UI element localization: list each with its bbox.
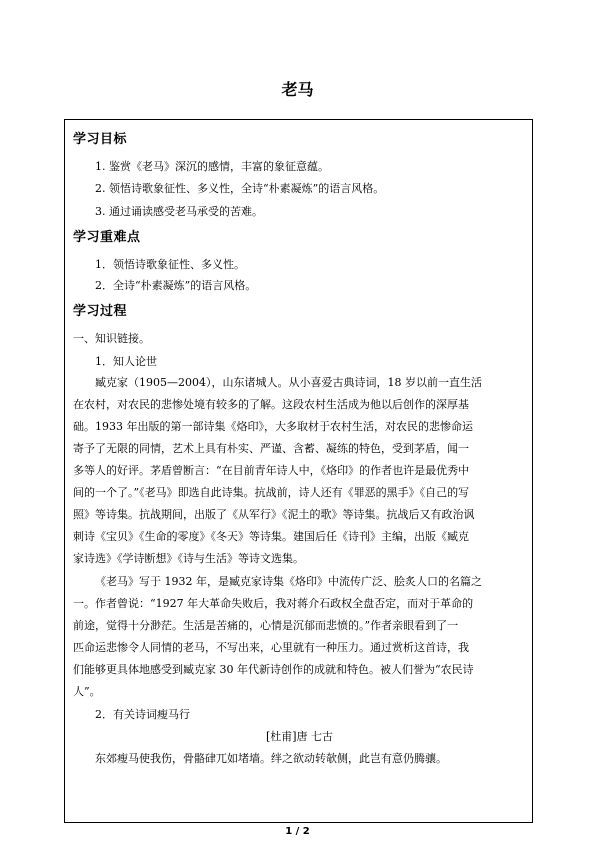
body-line: 础。1933 年出版的第一部诗集《烙印》，大多取材于农村生活，对农民的悲惨命运 — [73, 420, 473, 433]
process-line-2: 1．知人论世 — [95, 355, 157, 368]
body-line: 《老马》写于 1932 年，是臧克家诗集《烙印》中流传广泛、脍炙人口的名篇之 — [95, 575, 482, 588]
body-line: 多等人的好评。茅盾曾断言：“在目前青年诗人中，《烙印》的作者也许是最优秀中 — [73, 464, 470, 477]
process-line-1: 一、知识链接。 — [73, 332, 150, 345]
body-line: 臧克家（1905—2004），山东诸城人。从小喜爱古典诗词，18 岁以前一直生活 — [95, 376, 482, 389]
body-line: 一。作者曾说：“1927 年大革命失败后，我对蒋介石政权全盘否定，而对于革命的 — [73, 597, 474, 610]
section-heading-goals: 学习目标 — [73, 132, 128, 147]
goal-item-3: 3. 通过诵读感受老马承受的苦难。 — [95, 205, 263, 218]
section-heading-process: 学习过程 — [73, 304, 128, 319]
difficulty-item-2: 2．全诗“朴素凝炼”的语言风格。 — [95, 279, 257, 292]
body-line: 间的一个了。”《老马》即选自此诗集。抗战前，诗人还有《罪恶的黑手》《自己的写 — [73, 486, 470, 499]
body-line: 寄予了无限的同情，艺术上具有朴实、严谨、含蓄、凝练的特色，受到茅盾，闻一 — [73, 442, 469, 455]
goal-item-1: 1. 鉴赏《老马》深沉的感情，丰富的象征意蕴。 — [95, 160, 329, 173]
body-line: 刺诗《宝贝》《生命的零度》《冬天》等诗集。建国后任《诗刊》主编，出版《臧克 — [73, 530, 469, 543]
body-line: 人”。 — [73, 685, 101, 698]
difficulty-item-1: 1．领悟诗歌象征性、多义性。 — [95, 258, 245, 271]
body-line: 前途，觉得十分渺茫。生活是苦痛的，心情是沉郁而悲愤的。”作者亲眼看到了一 — [73, 619, 459, 632]
body-line: 匹命运悲惨令人同情的老马，不写出来，心里就有一种压力。通过赏析这首诗，我 — [73, 641, 469, 654]
body-line: 家诗选》《学诗断想》《诗与生活》等诗文选集。 — [73, 552, 304, 565]
poem-section-heading: 2．有关诗词瘦马行 — [95, 708, 190, 721]
content-table — [64, 119, 533, 823]
body-line: 在农村，对农民的悲惨处境有较多的了解。这段农村生活成为他以后创作的深厚基 — [73, 398, 469, 411]
page-title: 老马 — [281, 80, 314, 99]
goal-item-2: 2. 领悟诗歌象征性、多义性，全诗“朴素凝炼”的语言风格。 — [95, 182, 385, 195]
body-line: 照》等诗集。抗战期间，出版了《从军行》《泥土的歌》等诗集。抗战后又有政治讽 — [73, 508, 475, 521]
poem-author: [杜甫]唐 七古 — [265, 730, 334, 743]
body-line: 们能够更具体地感受到臧克家 30 年代新诗创作的成就和特色。被人们誉为“农民诗 — [73, 663, 474, 676]
section-heading-difficulties: 学习重难点 — [73, 230, 141, 245]
page-number: 1 / 2 — [285, 826, 310, 837]
poem-line: 东郊瘦马使我伤，骨骼硉兀如堵墙。绊之欲动转欹侧，此岂有意仍腾骧。 — [95, 752, 447, 765]
